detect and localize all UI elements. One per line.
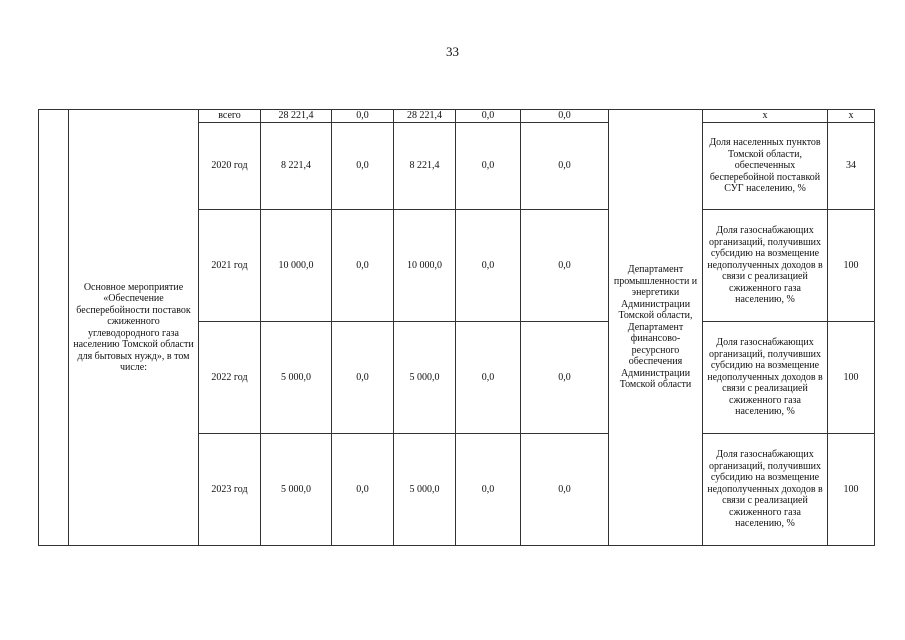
empty-number-cell xyxy=(39,110,69,546)
page-number: 33 xyxy=(446,44,459,59)
value-cell: 8 221,4 xyxy=(394,123,456,210)
indicator-value-cell: х xyxy=(828,110,875,123)
total-cell: 8 221,4 xyxy=(261,123,332,210)
value-cell: 0,0 xyxy=(456,110,521,123)
indicator-value-cell: 34 xyxy=(828,123,875,210)
value-cell: 0,0 xyxy=(456,434,521,546)
total-cell: 5 000,0 xyxy=(261,434,332,546)
total-cell: 10 000,0 xyxy=(261,210,332,322)
period-cell: 2021 год xyxy=(199,210,261,322)
indicator-value-cell: 100 xyxy=(828,210,875,322)
value-cell: 0,0 xyxy=(521,210,609,322)
indicator-value-cell: 100 xyxy=(828,322,875,434)
value-cell: 5 000,0 xyxy=(394,434,456,546)
value-cell: 0,0 xyxy=(521,110,609,123)
value-cell: 0,0 xyxy=(332,434,394,546)
value-cell: 28 221,4 xyxy=(394,110,456,123)
value-cell: 0,0 xyxy=(456,210,521,322)
value-cell: 0,0 xyxy=(332,210,394,322)
value-cell: 0,0 xyxy=(456,322,521,434)
department-cell: Департамент промышленности и энергетики Администрации Томской области, Департамент финансово-ресурсного обеспечения Администрации Томской области xyxy=(609,110,703,546)
indicator-cell: Доля газоснабжающих организаций, получивших субсидию на возмещение недополученных доходов в связи с реализацией сжиженного газа населению, % xyxy=(703,322,828,434)
table-row xyxy=(39,110,875,123)
total-cell: 5 000,0 xyxy=(261,322,332,434)
period-cell: 2022 год xyxy=(199,322,261,434)
value-cell: 0,0 xyxy=(521,434,609,546)
indicator-value-cell: 100 xyxy=(828,434,875,546)
period-cell: 2023 год xyxy=(199,434,261,546)
value-cell: 5 000,0 xyxy=(394,322,456,434)
value-cell: 0,0 xyxy=(332,123,394,210)
value-cell: 10 000,0 xyxy=(394,210,456,322)
indicator-cell: Доля газоснабжающих организаций, получивших субсидию на возмещение недополученных доходов в связи с реализацией сжиженного газа населению, % xyxy=(703,434,828,546)
total-cell: 28 221,4 xyxy=(261,110,332,123)
value-cell: 0,0 xyxy=(332,110,394,123)
value-cell: 0,0 xyxy=(521,123,609,210)
indicator-cell: Доля газоснабжающих организаций, получивших субсидию на возмещение недополученных доходов в связи с реализацией сжиженного газа населению, % xyxy=(703,210,828,322)
measure-name-cell: Основное мероприятие «Обеспечение бесперебойности поставок сжиженного углеводородного газа населению Томской области для бытовых нужд», в том числе: xyxy=(69,110,199,546)
value-cell: 0,0 xyxy=(456,123,521,210)
period-cell: всего xyxy=(199,110,261,123)
period-cell: 2020 год xyxy=(199,123,261,210)
indicator-cell: Доля населенных пунктов Томской области, обеспеченных бесперебойной поставкой СУГ населению, % xyxy=(703,123,828,210)
indicator-cell: х xyxy=(703,110,828,123)
value-cell: 0,0 xyxy=(521,322,609,434)
value-cell: 0,0 xyxy=(332,322,394,434)
program-table xyxy=(38,109,875,546)
